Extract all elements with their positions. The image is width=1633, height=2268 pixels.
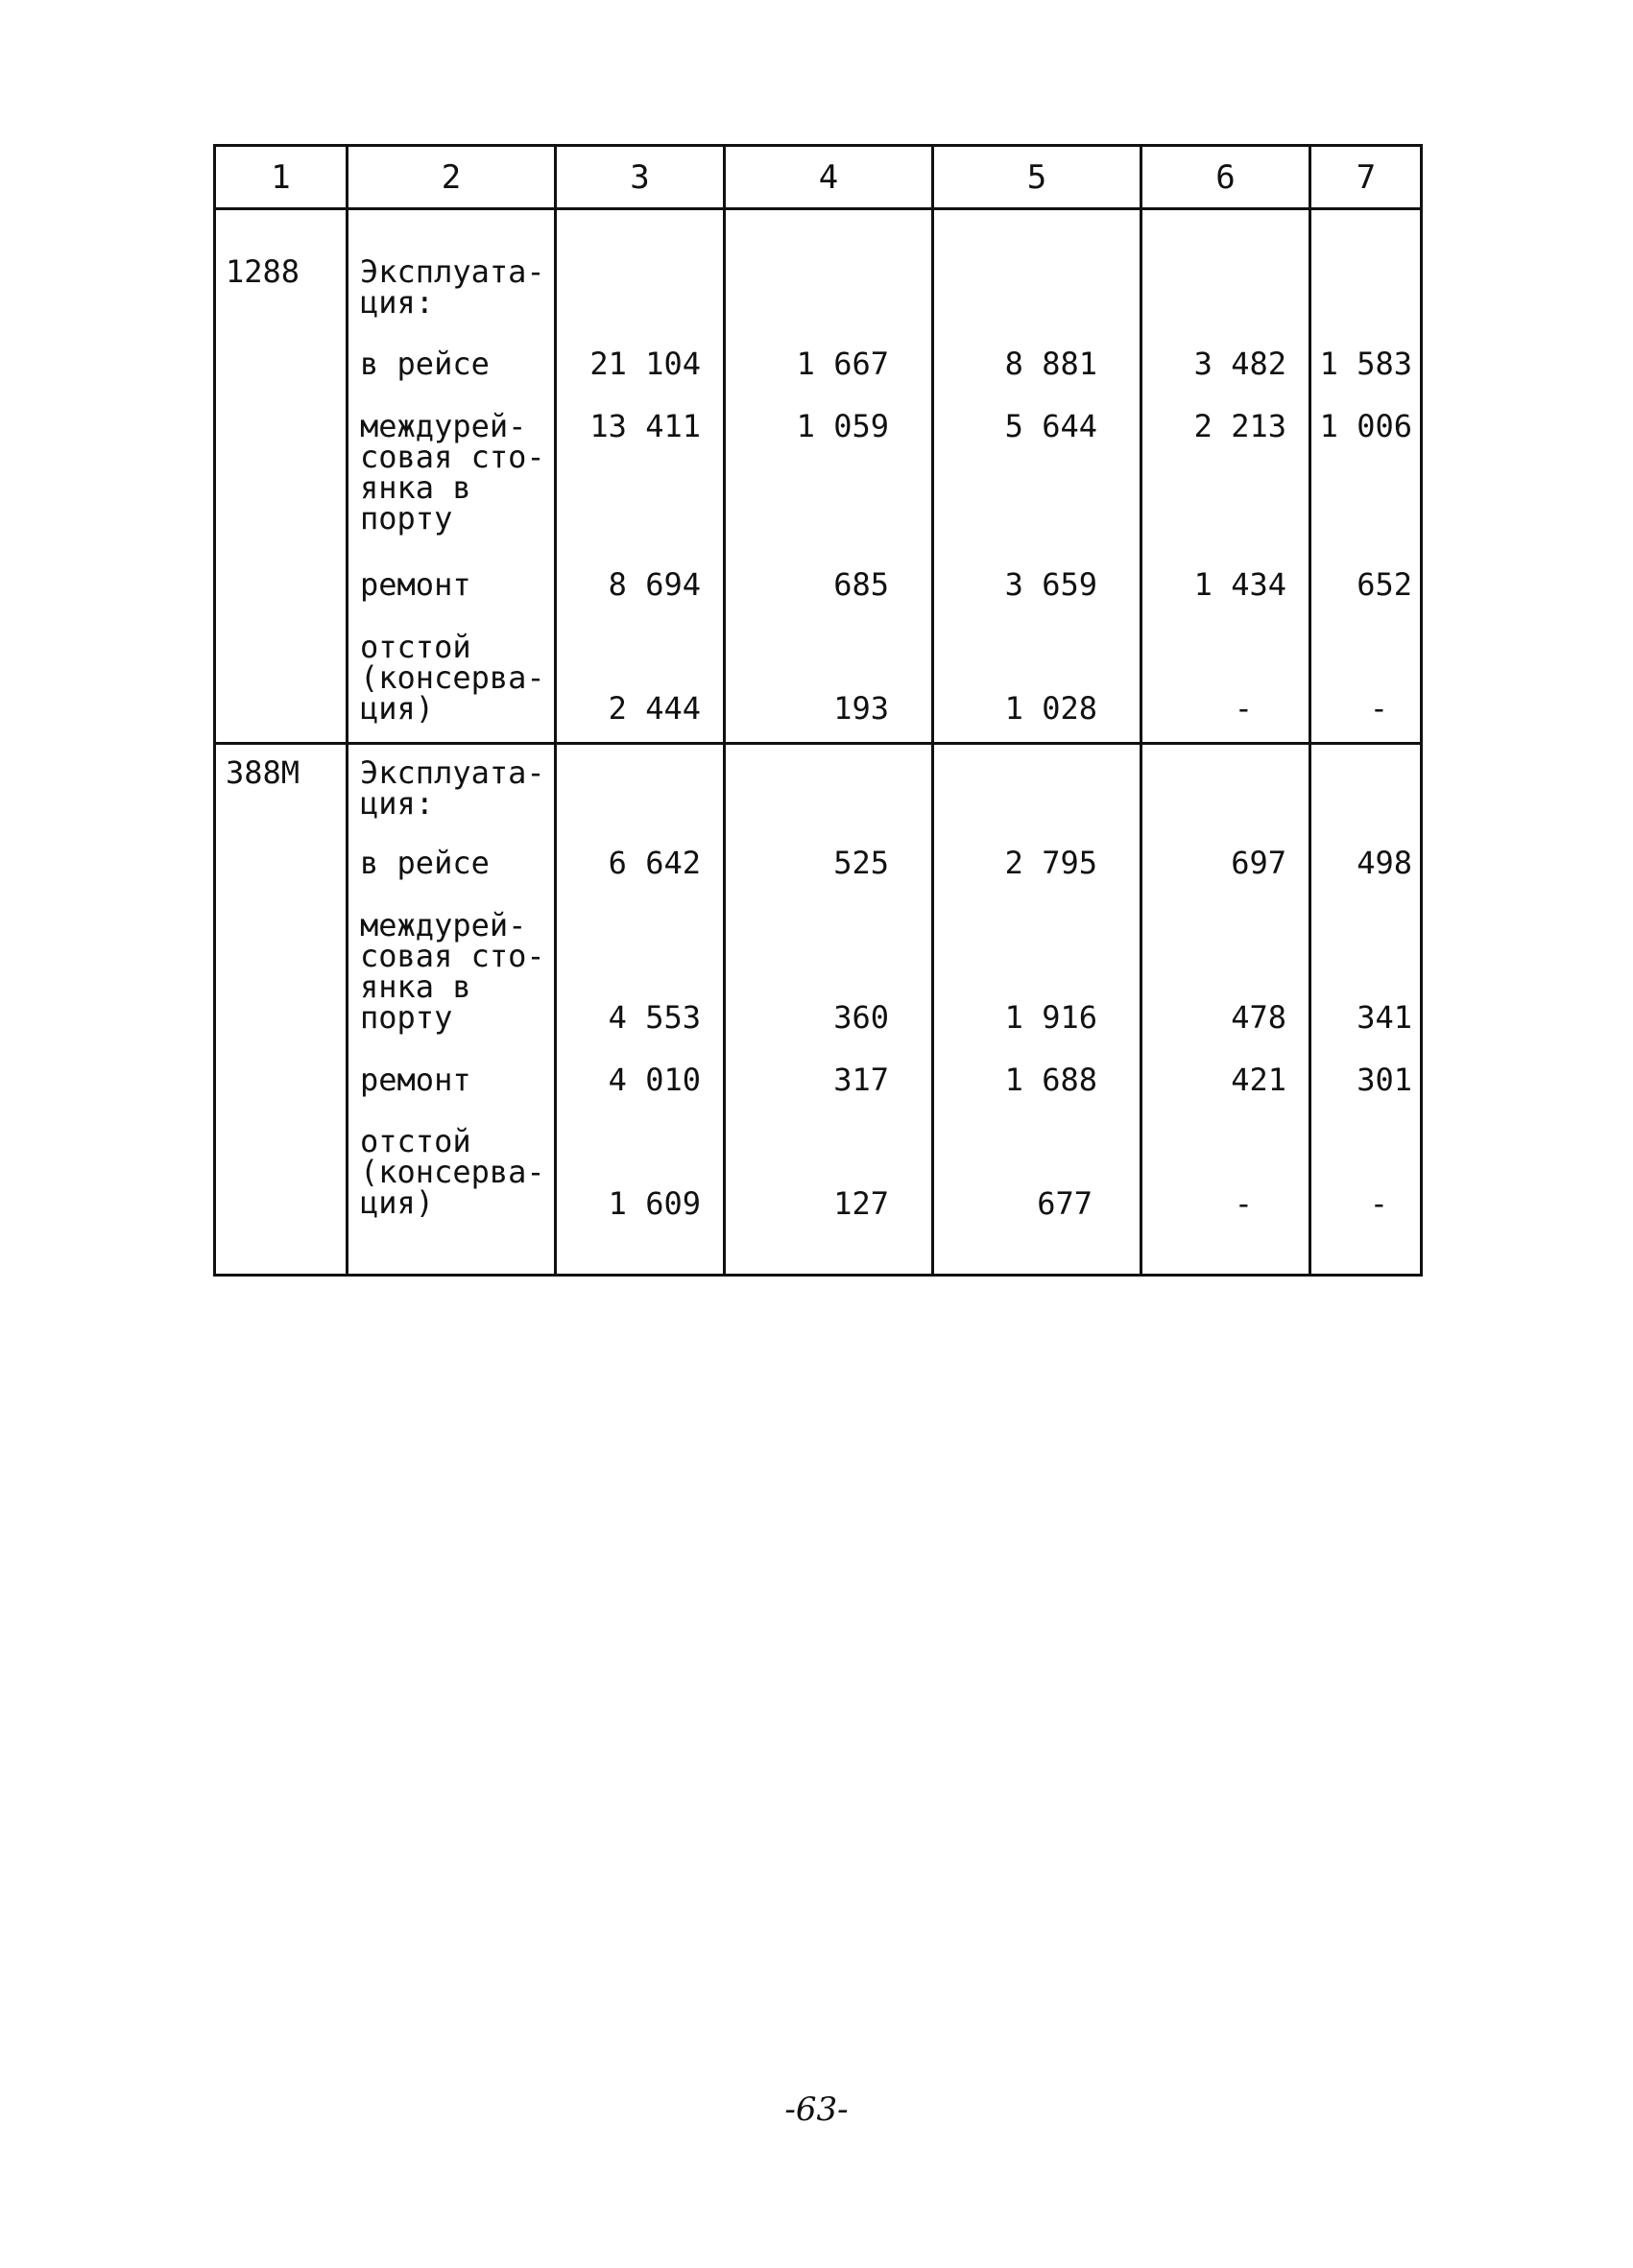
row-label: отстой (консерва- ция) bbox=[360, 1123, 545, 1221]
header-col-1: 1 bbox=[271, 158, 291, 197]
cell-col-6: 2 213 bbox=[1193, 408, 1286, 444]
cell-col-6: 697 bbox=[1231, 845, 1286, 881]
cell-col-3: 6 642 bbox=[608, 845, 701, 881]
cell-col-5: 1 916 bbox=[1004, 999, 1097, 1036]
cell-col-3: 2 444 bbox=[608, 690, 701, 727]
header-divider bbox=[216, 207, 1420, 210]
cell-col-7: - bbox=[1369, 1185, 1388, 1222]
cell-col-5: 8 881 bbox=[1004, 346, 1097, 382]
cell-col-6: - bbox=[1234, 1185, 1253, 1222]
header-col-2: 2 bbox=[441, 158, 462, 197]
cell-col-7: - bbox=[1369, 690, 1388, 727]
cell-col-6: - bbox=[1234, 690, 1253, 727]
header-col-5: 5 bbox=[1026, 158, 1047, 197]
cell-col-4: 193 bbox=[833, 690, 889, 727]
row-label: ремонт bbox=[360, 566, 471, 603]
cell-col-7: 498 bbox=[1357, 845, 1412, 881]
cell-col-3: 13 411 bbox=[589, 408, 701, 444]
row-label: отстой (консерва- ция) bbox=[360, 629, 545, 727]
row-label: в рейсе bbox=[360, 346, 490, 382]
cell-col-3: 8 694 bbox=[608, 566, 701, 603]
cell-col-6: 421 bbox=[1231, 1062, 1286, 1098]
cell-col-4: 1 667 bbox=[796, 346, 889, 382]
header-col-6: 6 bbox=[1215, 158, 1236, 197]
cell-col-3: 21 104 bbox=[589, 346, 701, 382]
column-divider bbox=[346, 147, 348, 1274]
cell-col-7: 1 006 bbox=[1319, 408, 1412, 444]
page-number: -63- bbox=[784, 2090, 849, 2129]
cell-col-7: 1 583 bbox=[1319, 346, 1412, 382]
cell-col-4: 127 bbox=[833, 1185, 889, 1222]
row-label: в рейсе bbox=[360, 845, 490, 881]
cell-col-5: 1 688 bbox=[1004, 1062, 1097, 1098]
cell-col-5: 2 795 bbox=[1004, 845, 1097, 881]
data-table bbox=[213, 144, 1423, 1277]
row-label: ремонт bbox=[360, 1062, 471, 1098]
section-label: Эксплуата- ция: bbox=[360, 754, 545, 822]
cell-col-3: 1 609 bbox=[608, 1185, 701, 1222]
cell-col-4: 1 059 bbox=[796, 408, 889, 444]
vessel-code: 1288 bbox=[226, 253, 300, 290]
section-label: Эксплуата- ция: bbox=[360, 253, 545, 321]
cell-col-5: 1 028 bbox=[1004, 690, 1097, 727]
row-label: междурей- совая сто- янка в порту bbox=[360, 408, 545, 537]
cell-col-6: 1 434 bbox=[1193, 566, 1286, 603]
header-col-3: 3 bbox=[630, 158, 650, 197]
cell-col-5: 677 bbox=[1037, 1185, 1093, 1222]
cell-col-6: 3 482 bbox=[1193, 346, 1286, 382]
cell-col-7: 341 bbox=[1357, 999, 1412, 1036]
header-col-7: 7 bbox=[1356, 158, 1377, 197]
vessel-code: 388М bbox=[226, 754, 300, 791]
row-label: междурей- совая сто- янка в порту bbox=[360, 907, 545, 1036]
cell-col-5: 3 659 bbox=[1004, 566, 1097, 603]
cell-col-7: 652 bbox=[1357, 566, 1412, 603]
cell-col-4: 685 bbox=[833, 566, 889, 603]
cell-col-5: 5 644 bbox=[1004, 408, 1097, 444]
cell-col-4: 525 bbox=[833, 845, 889, 881]
cell-col-3: 4 553 bbox=[608, 999, 701, 1036]
group-divider bbox=[216, 742, 1420, 745]
cell-col-6: 478 bbox=[1231, 999, 1286, 1036]
cell-col-4: 360 bbox=[833, 999, 889, 1036]
cell-col-4: 317 bbox=[833, 1062, 889, 1098]
cell-col-7: 301 bbox=[1357, 1062, 1412, 1098]
cell-col-3: 4 010 bbox=[608, 1062, 701, 1098]
header-col-4: 4 bbox=[818, 158, 839, 197]
